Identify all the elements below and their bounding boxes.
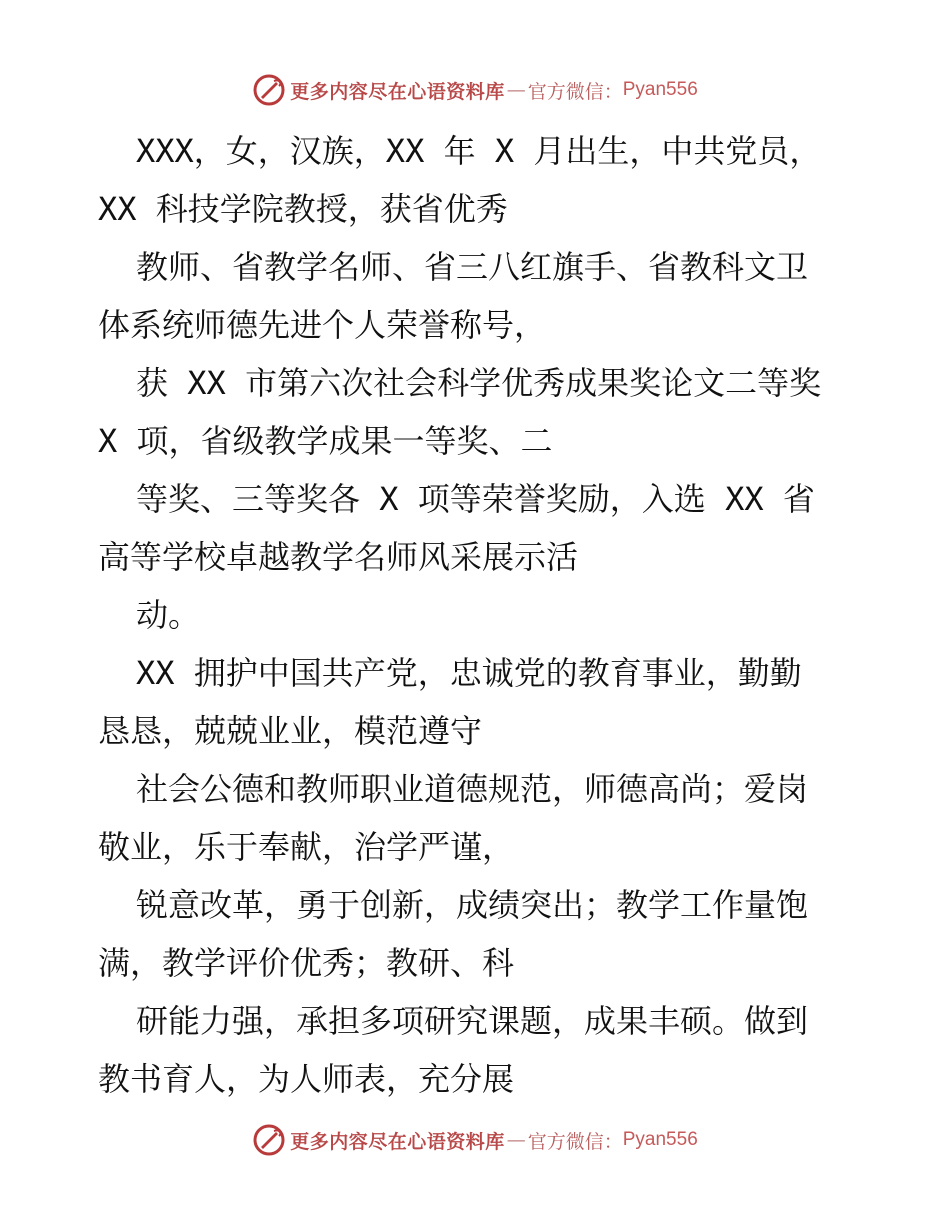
text-line: 恳恳，兢兢业业，模范遵守: [98, 712, 483, 750]
text-line: 锐意改革，勇于创新，成绩突出；教学工作量饱: [136, 886, 809, 924]
quill-logo-icon: [252, 1123, 286, 1157]
text-line: 社会公德和教师职业道德规范，师德高尚；爱岗: [136, 770, 809, 808]
header-banner: [0, 70, 950, 110]
text-line: XX 拥护中国共产党，忠诚党的教育事业，勤勤: [136, 654, 802, 692]
text-line: XXX，女，汉族，XX 年 X 月出生，中共党员，: [136, 132, 822, 170]
banner-wechat-id: Pyan556: [622, 1129, 698, 1150]
banner-dash: —: [506, 79, 526, 101]
text-line: 体系统师德先进个人荣誉称号，: [98, 306, 547, 344]
document-body: [98, 122, 858, 1108]
banner-dash: —: [506, 1129, 526, 1151]
banner-brand-text: 更多内容尽在心语资料库: [290, 80, 505, 103]
text-line: 高等学校卓越教学名师风采展示活: [98, 538, 579, 576]
text-line: 教师、省教学名师、省三八红旗手、省教科文卫: [136, 248, 809, 286]
banner-wechat-id: Pyan556: [622, 79, 698, 100]
text-line: 获 XX 市第六次社会科学优秀成果奖论文二等奖: [136, 364, 822, 402]
text-line: 动。: [136, 596, 201, 634]
footer-banner: [0, 1120, 950, 1160]
banner-wechat-label: 官方微信：: [527, 1130, 623, 1153]
text-line: 教书育人，为人师表，充分展: [98, 1060, 515, 1098]
banner-brand-text: 更多内容尽在心语资料库: [290, 1130, 505, 1153]
text-line: X 项，省级教学成果一等奖、二: [98, 422, 553, 460]
banner-wechat-label: 官方微信：: [527, 80, 623, 103]
text-line: 敬业，乐于奉献，治学严谨，: [98, 828, 515, 866]
quill-logo-icon: [252, 73, 286, 107]
text-line: XX 科技学院教授，获省优秀: [98, 190, 508, 228]
text-line: 满，教学评价优秀；教研、科: [98, 944, 515, 982]
text-line: 研能力强，承担多项研究课题，成果丰硕。做到: [136, 1002, 809, 1040]
text-line: 等奖、三等奖各 X 项等荣誉奖励，入选 XX 省: [136, 480, 815, 518]
